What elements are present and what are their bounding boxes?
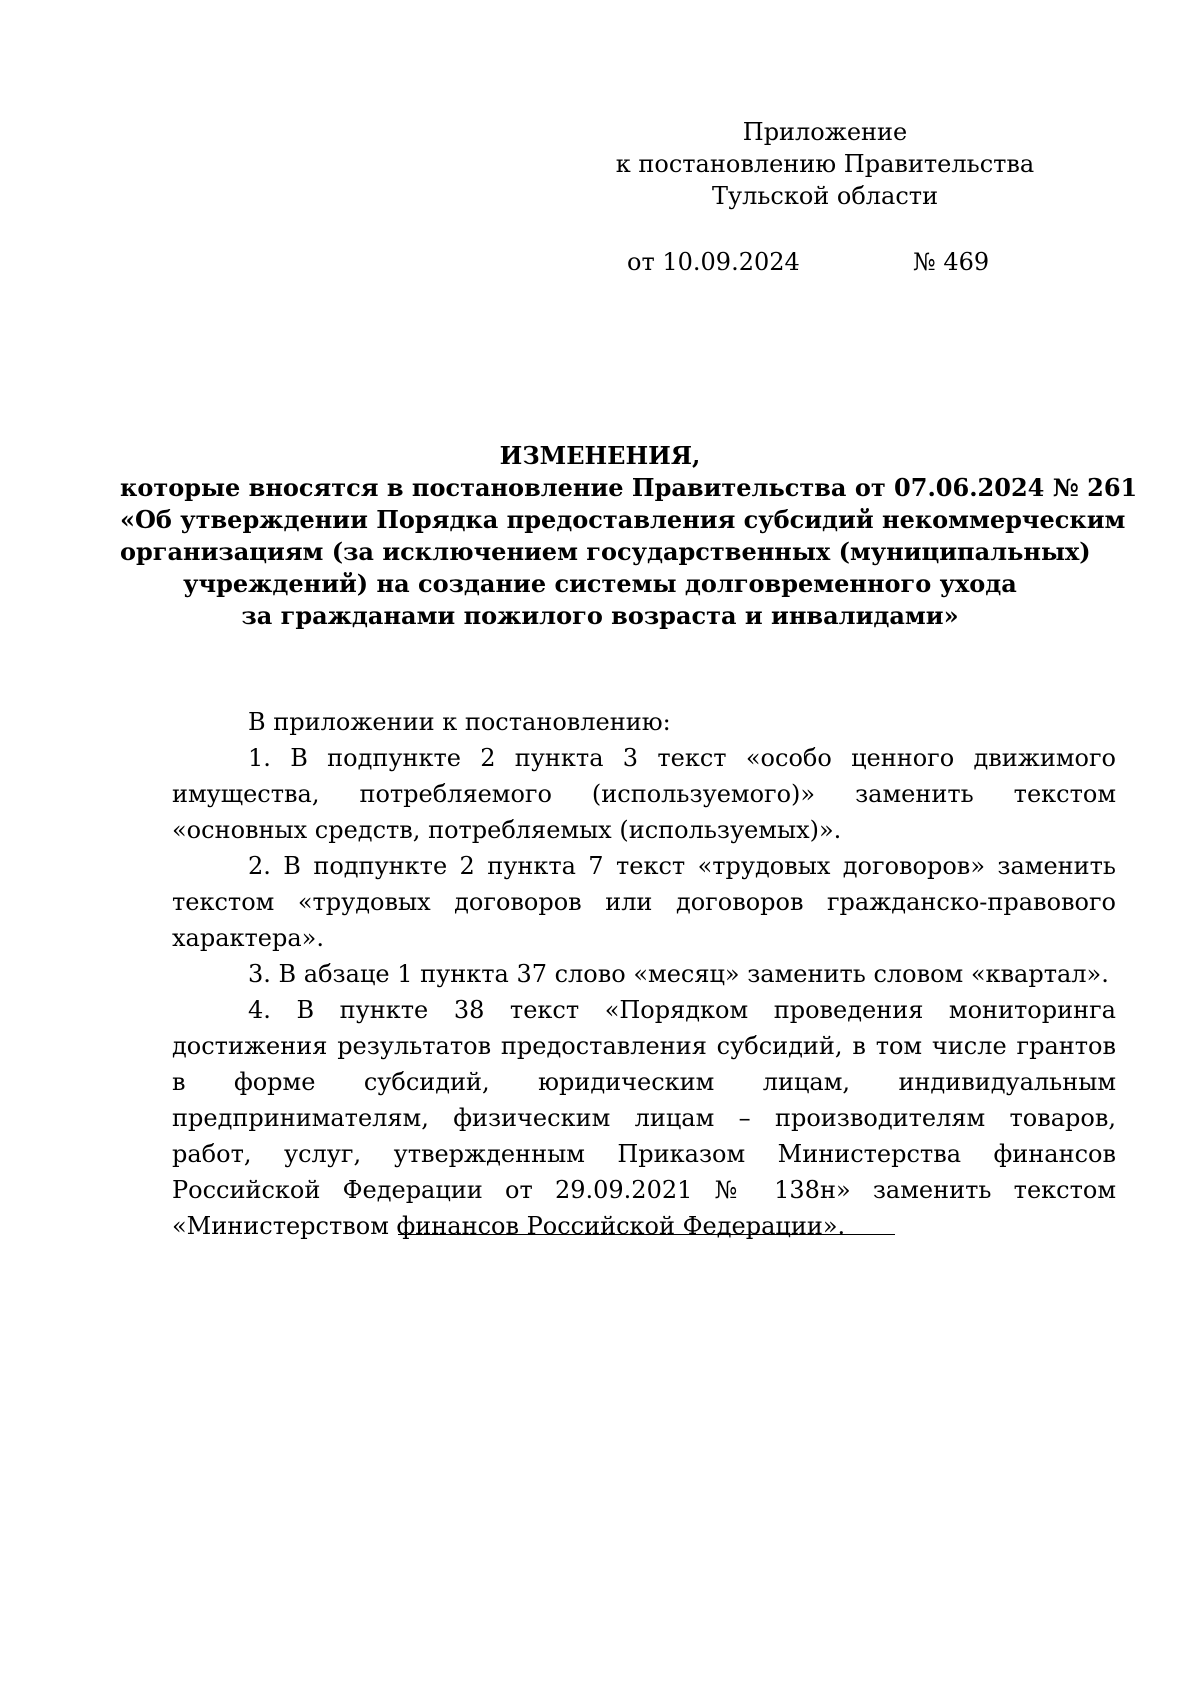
document-title <box>120 440 1138 632</box>
annex-date: от 10.09.2024 <box>627 248 800 276</box>
title-line-1: которые вносятся в постановление Правительства от 07.06.2024 № 261 <box>120 473 1138 502</box>
title-heading: ИЗМЕНЕНИЯ, <box>499 441 701 470</box>
end-separator-line <box>398 1234 895 1235</box>
body-item-2: 2. В подпункте 2 пункта 7 текст «трудовых договоров» заменить текстом «трудовых договоров или договоров гражданско-правового характера». <box>172 852 1116 952</box>
annex-line-3: Тульской области <box>711 182 939 210</box>
body-intro: В приложении к постановлению: <box>248 708 671 736</box>
annex-line-1: Приложение <box>742 118 908 146</box>
body-item-1: 1. В подпункте 2 пункта 3 текст «особо ценного движимого имущества, потребляемого (используемого)» заменить текстом «основных средств, потребляемых (используемых)». <box>172 744 1116 844</box>
title-line-5: за гражданами пожилого возраста и инвалидами» <box>241 601 959 630</box>
body-item-4: 4. В пункте 38 текст «Порядком проведения мониторинга достижения результатов предоставления субсидий, в том числе грантов в форме субсидий, юридическим лицам, индивидуальным предпринимателям, физическим лицам – производителям товаров, работ, услуг, утвержденным Приказом Министерства финансов Российской Федерации от 29.09.2021 № 138н» заменить текстом «Министерством финансов Российской Федерации». <box>172 996 1116 1240</box>
title-line-2: «Об утверждении Порядка предоставления субсидий некоммерческим <box>120 505 1126 534</box>
title-line-3: организациям (за исключением государственных (муниципальных) <box>120 537 1091 566</box>
document-body <box>172 704 1116 1244</box>
title-line-4: учреждений) на создание системы долговременного ухода <box>183 569 1017 598</box>
annex-header <box>600 116 1050 212</box>
annex-number: № 469 <box>913 248 990 276</box>
annex-line-2: к постановлению Правительства <box>615 150 1035 178</box>
body-item-3: 3. В абзаце 1 пункта 37 слово «месяц» заменить словом «квартал». <box>248 960 1109 988</box>
